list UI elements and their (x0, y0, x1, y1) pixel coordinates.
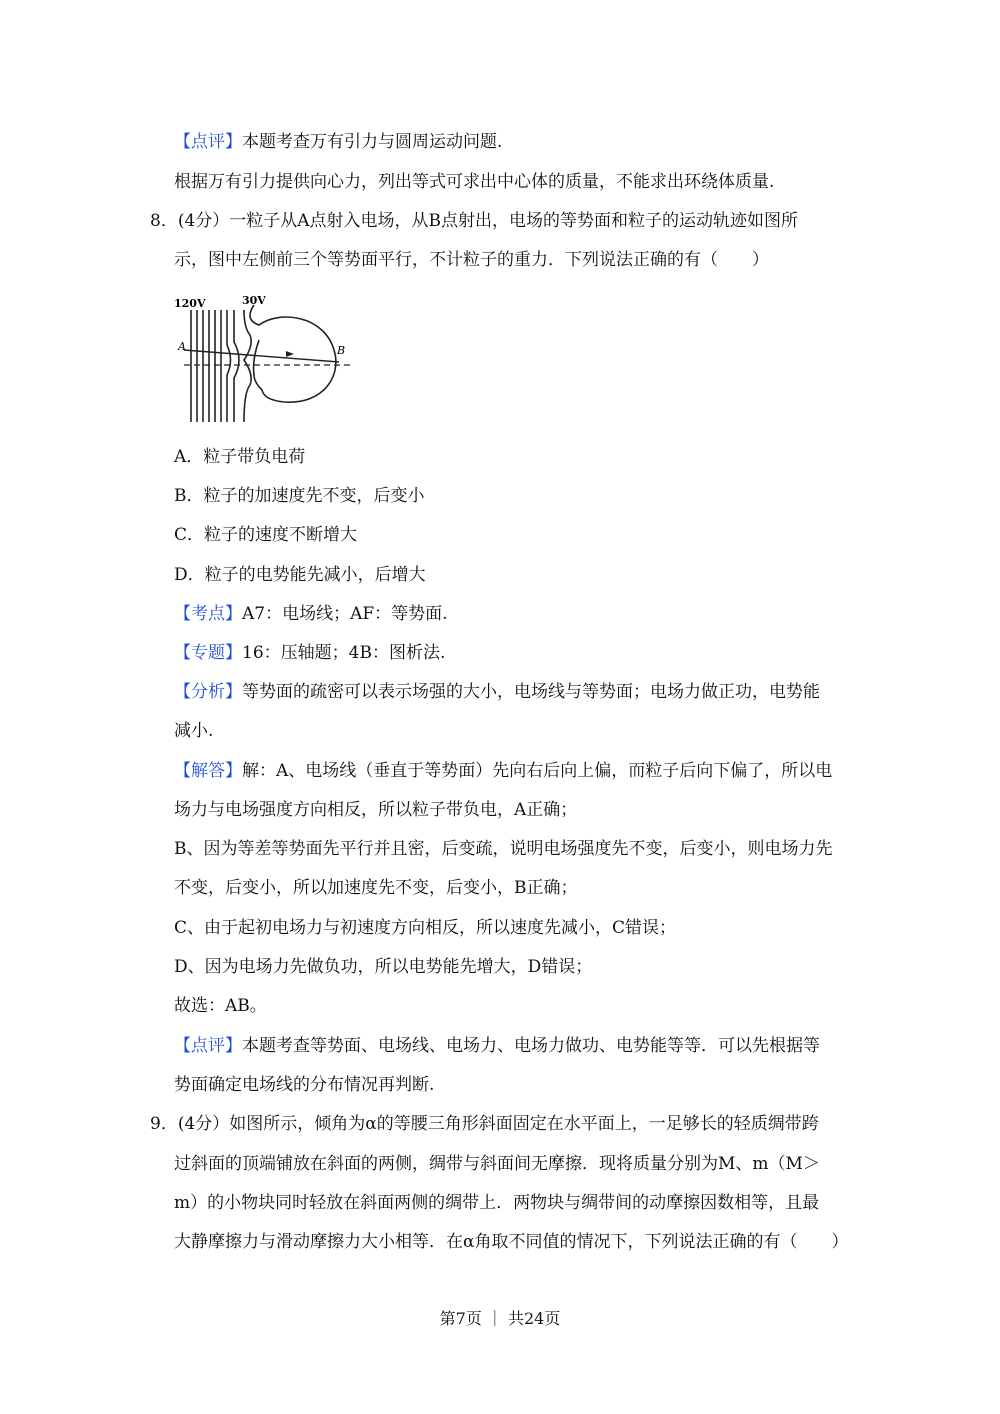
option-b: B．粒子的加速度先不变，后变小 (174, 486, 425, 506)
label-120v: 120V (174, 297, 206, 310)
option-a: A．粒子带负电荷 (174, 447, 306, 467)
label-30v: 30V (242, 294, 266, 307)
fenxi-tag: 【分析】 (174, 682, 242, 702)
q7-comment-line2: 根据万有引力提供向心力，列出等式可求出中心体的质量，不能求出环绕体质量. (174, 172, 775, 192)
q8-stem-line2: 示，图中左侧前三个等势面平行，不计粒子的重力．下列说法正确的有（ ） (174, 250, 769, 270)
jieda-line1: 【解答】解：A、电场线（垂直于等势面）先向右后向上偏，而粒子后向下偏了，所以电 (174, 761, 833, 781)
question-number: 8． (150, 211, 178, 231)
jieda-line7: 故选：AB。 (174, 996, 267, 1016)
page-footer: 第7页 ｜ 共24页 (439, 1309, 561, 1328)
jieda-line4: 不变，后变小，所以加速度先不变，后变小，B正确； (174, 878, 578, 898)
q8-stem-line1: 8．(4分）一粒子从A点射入电场，从B点射出，电场的等势面和粒子的运动轨迹如图所 (150, 211, 799, 231)
comment-tag: 【点评】 (174, 132, 242, 152)
dianping-line1: 【点评】本题考查等势面、电场线、电场力、电场力做功、电势能等等．可以先根据等 (174, 1036, 820, 1056)
fenxi-line2: 减小. (174, 721, 214, 741)
q9-stem-line1: 9．(4分）如图所示，倾角为α的等腰三角形斜面固定在水平面上，一足够长的轻质绸带跨 (150, 1114, 819, 1134)
label-a: A (178, 340, 186, 353)
kaodian-line: 【考点】A7：电场线；AF：等势面. (174, 604, 448, 624)
q9-stem-line3: m）的小物块同时轻放在斜面两侧的绸带上．两物块与绸带间的动摩擦因数相等，且最 (174, 1193, 820, 1213)
jieda-line6: D、因为电场力先做负功，所以电势能先增大，D错误； (174, 957, 593, 977)
kaodian-tag: 【考点】 (174, 604, 242, 624)
label-b: B (337, 344, 346, 357)
q9-stem-line2: 过斜面的顶端铺放在斜面的两侧，绸带与斜面间无摩擦．现将质量分别为M、m（M＞ (174, 1154, 820, 1174)
zhuanti-line: 【专题】16：压轴题；4B：图析法. (174, 643, 446, 663)
q7-comment-line1: 【点评】本题考查万有引力与圆周运动问题. (174, 132, 503, 152)
dianping-tag: 【点评】 (174, 1036, 242, 1056)
option-d: D．粒子的电势能先减小，后增大 (174, 565, 426, 585)
jieda-line5: C、由于起初电场力与初速度方向相反，所以速度先减小，C错误； (174, 918, 677, 938)
dianping-line2: 势面确定电场线的分布情况再判断. (174, 1075, 435, 1095)
q9-stem-line4: 大静摩擦力与滑动摩擦力大小相等．在α角取不同值的情况下，下列说法正确的有（ ） (174, 1232, 849, 1252)
zhuanti-tag: 【专题】 (174, 643, 242, 663)
jieda-tag: 【解答】 (174, 761, 242, 781)
equipotential-figure (174, 290, 359, 425)
jieda-line2: 场力与电场强度方向相反，所以粒子带负电，A正确； (174, 800, 578, 820)
jieda-line3: B、因为等差等势面先平行并且密，后变疏，说明电场强度先不变，后变小，则电场力先 (174, 839, 833, 859)
question-number: 9． (150, 1114, 178, 1134)
fenxi-line1: 【分析】等势面的疏密可以表示场强的大小，电场线与等势面；电场力做正功，电势能 (174, 682, 820, 702)
option-c: C．粒子的速度不断增大 (174, 525, 358, 545)
